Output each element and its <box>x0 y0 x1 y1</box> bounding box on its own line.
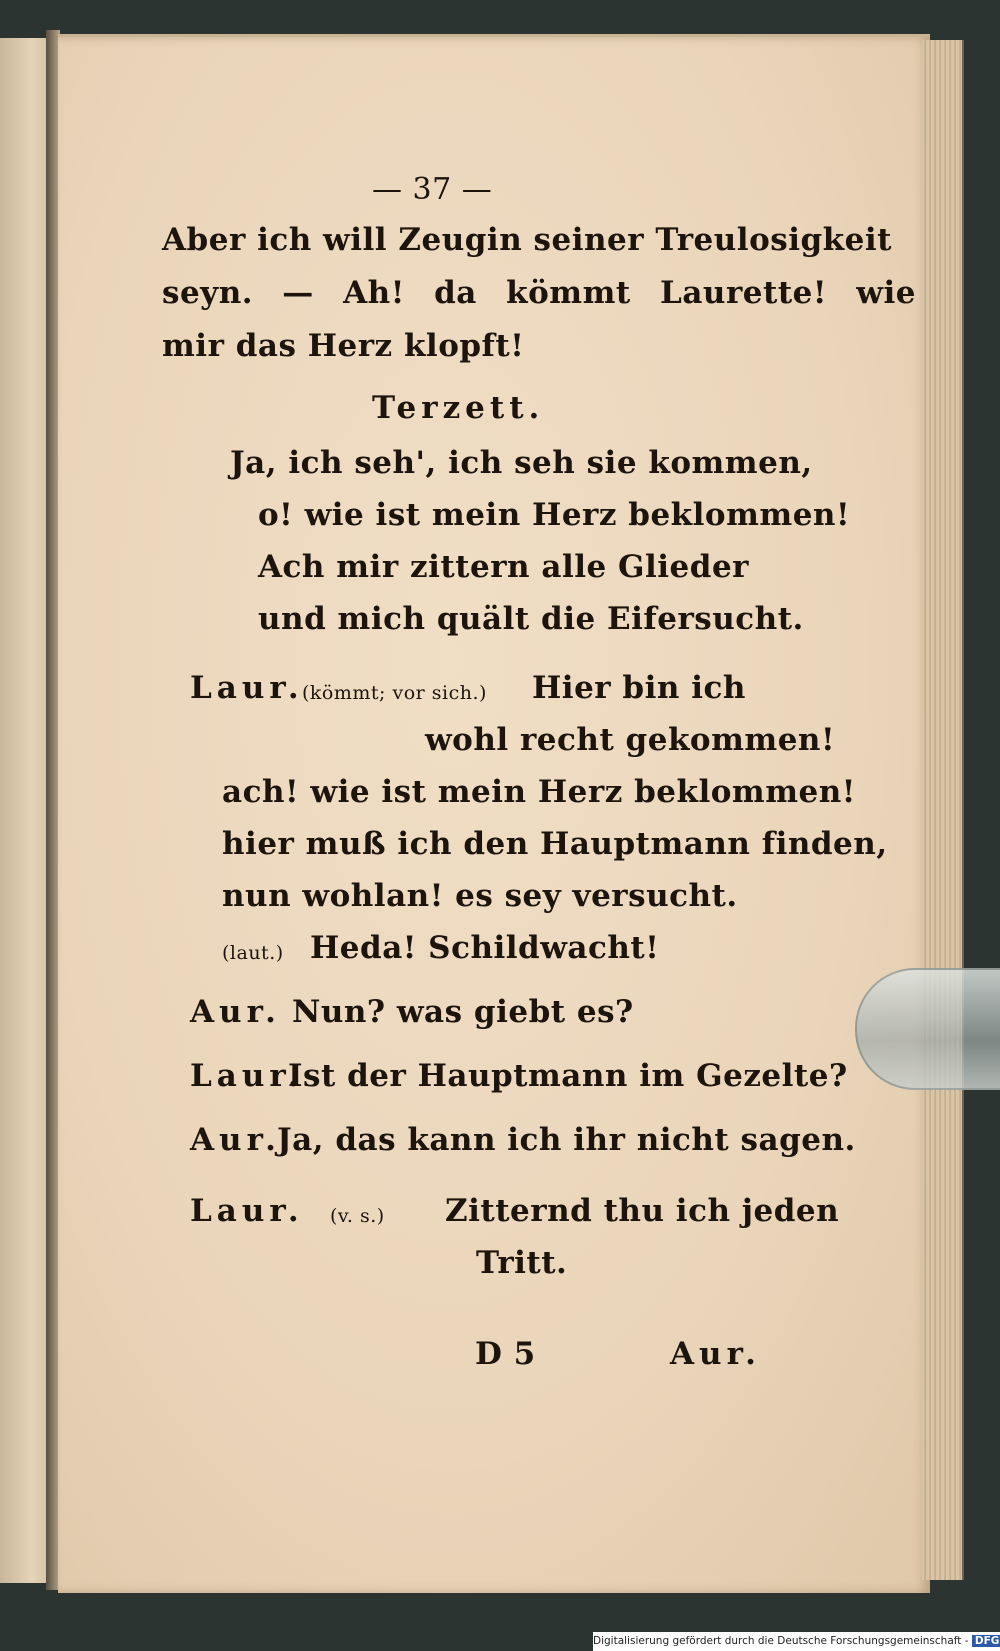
speaker-label: Aur. <box>190 1122 281 1158</box>
dialogue-text: Heda! Schildwacht! <box>310 930 660 966</box>
speaker-label: Laur. <box>190 1058 304 1094</box>
catchword: Aur. <box>670 1336 761 1372</box>
verse-line: und mich quält die Eifersucht. <box>258 601 804 637</box>
dialogue-continuation: Tritt. <box>476 1245 568 1281</box>
left-page-edge <box>0 38 48 1583</box>
speaker-label: Aur. <box>190 994 281 1030</box>
dialogue-text: Nun? was giebt es? <box>292 994 634 1030</box>
verse-line: o! wie ist mein Herz beklommen! <box>258 497 851 533</box>
stage-direction: (laut.) <box>222 942 284 964</box>
dialogue-continuation: wohl recht gekommen! <box>425 722 836 758</box>
speaker-label: Laur. <box>190 1193 304 1229</box>
digitization-credit <box>593 1632 1000 1651</box>
speaker-label: Laur. <box>190 670 304 706</box>
dialogue-text: Zitternd thu ich jeden <box>445 1193 840 1229</box>
prose-line: Aber ich will Zeugin seiner Treulosigkeit <box>162 222 892 258</box>
stage-direction: (kömmt; vor sich.) <box>302 682 487 704</box>
dialogue-text: Hier bin ich <box>532 670 746 706</box>
verse-line: Ja, ich seh', ich seh sie kommen, <box>230 445 813 481</box>
prose-line: seyn. — Ah! da kömmt Laurette! wie <box>162 275 916 311</box>
page-stack-edge <box>922 40 964 1580</box>
dialogue-text: Ist der Hauptmann im Gezelte? <box>288 1058 848 1094</box>
verse-line: ach! wie ist mein Herz beklommen! <box>222 774 856 810</box>
dfg-badge: DFG <box>972 1635 1000 1647</box>
credit-text: Digitalisierung gefördert durch die Deutsche Forschungsgemeinschaft - <box>593 1635 969 1647</box>
verse-line: nun wohlan! es sey versucht. <box>222 878 738 914</box>
dialogue-text: Ja, das kann ich ihr nicht sagen. <box>277 1122 856 1158</box>
page-clip <box>855 968 1000 1090</box>
signature-mark: D 5 <box>475 1336 536 1372</box>
stage-direction: (v. s.) <box>330 1205 385 1227</box>
prose-line: mir das Herz klopft! <box>162 328 525 364</box>
section-title: Terzett. <box>372 390 545 426</box>
verse-line: Ach mir zittern alle Glieder <box>258 549 750 585</box>
page-number-header: — 37 — <box>372 172 493 207</box>
verse-line: hier muß ich den Hauptmann finden, <box>222 826 888 862</box>
